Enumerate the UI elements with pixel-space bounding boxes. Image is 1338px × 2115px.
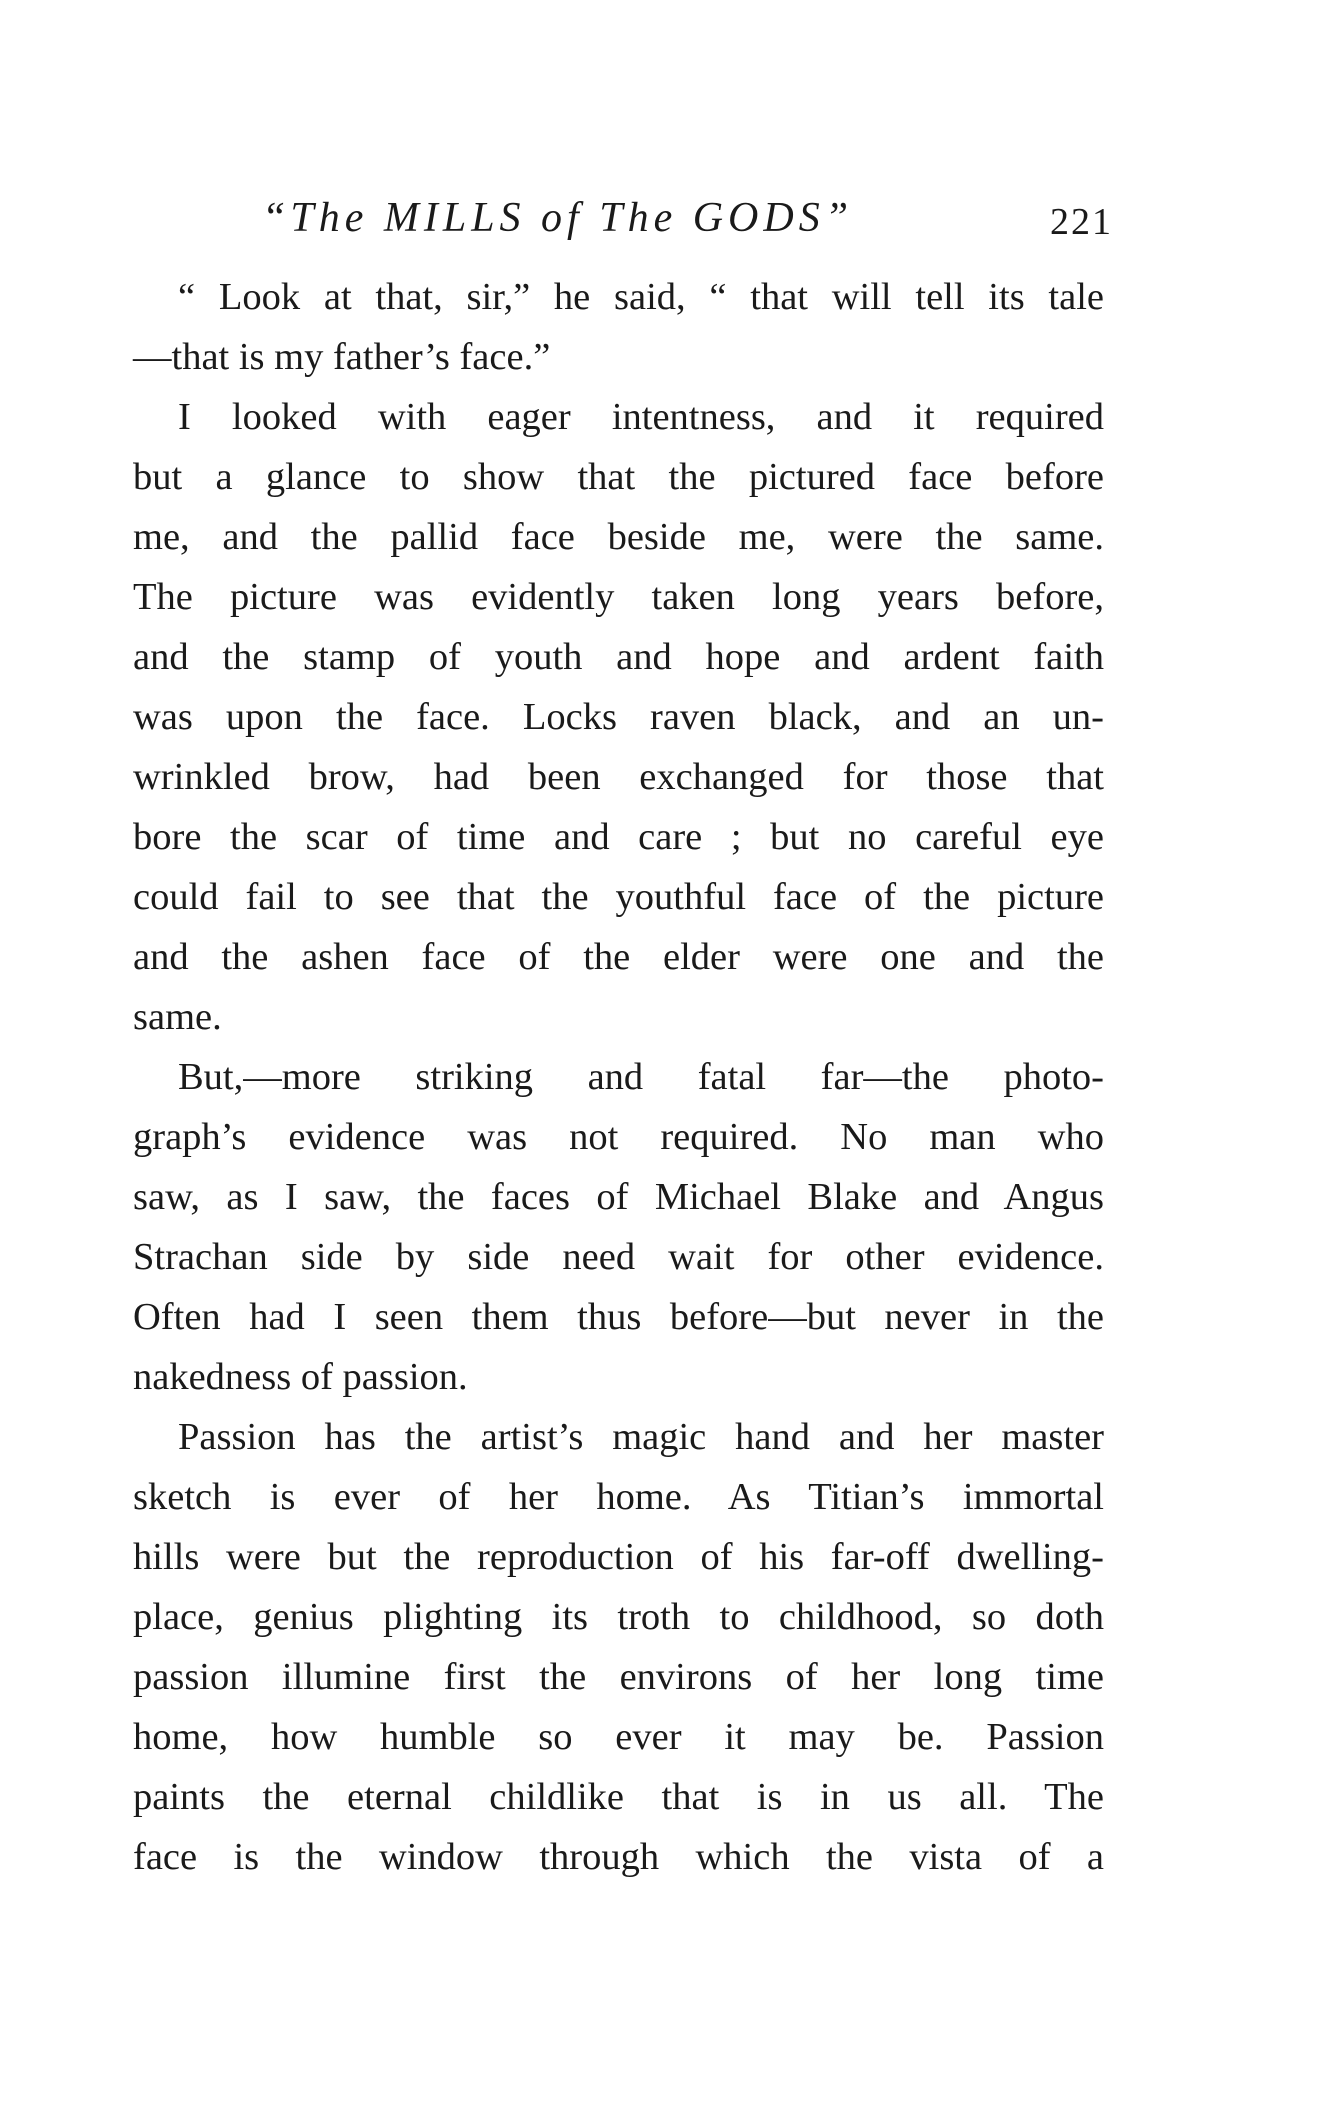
text-line: me, and the pallid face beside me, were the same.: [133, 516, 1104, 558]
text-line: The picture was evidently taken long years before,: [133, 576, 1104, 618]
text-line: “ Look at that, sir,” he said, “ that will tell its tale: [178, 276, 1104, 318]
text-line: sketch is ever of her home. As Titian’s immortal: [133, 1476, 1104, 1518]
text-line: could fail to see that the youthful face of the picture: [133, 876, 1104, 918]
text-line: same.: [133, 996, 222, 1038]
text-line: wrinkled brow, had been exchanged for those that: [133, 756, 1104, 798]
text-line: graph’s evidence was not required. No man who: [133, 1116, 1104, 1158]
page-number: 221: [1050, 201, 1113, 243]
text-line: paints the eternal childlike that is in us all. The: [133, 1776, 1104, 1818]
text-line: face is the window through which the vista of a: [133, 1836, 1104, 1878]
text-line: and the stamp of youth and hope and ardent faith: [133, 636, 1104, 678]
text-line: hills were but the reproduction of his far-off dwelling-: [133, 1536, 1104, 1578]
text-line: but a glance to show that the pictured face before: [133, 456, 1104, 498]
text-line: and the ashen face of the elder were one and the: [133, 936, 1104, 978]
running-head: [0, 188, 1338, 248]
text-line: —that is my father’s face.”: [133, 336, 551, 378]
text-line: bore the scar of time and care ; but no careful eye: [133, 816, 1104, 858]
text-line: I looked with eager intentness, and it required: [178, 396, 1104, 438]
text-line: Strachan side by side need wait for other evidence.: [133, 1236, 1104, 1278]
text-line: But,—more striking and fatal far—the photo-: [178, 1056, 1104, 1098]
text-line: was upon the face. Locks raven black, and an un-: [133, 696, 1104, 738]
text-line: passion illumine first the environs of her long time: [133, 1656, 1104, 1698]
text-line: nakedness of passion.: [133, 1356, 468, 1398]
running-title: “The MILLS of The GODS”: [262, 195, 854, 241]
text-line: saw, as I saw, the faces of Michael Blake and Angus: [133, 1176, 1104, 1218]
text-line: place, genius plighting its troth to childhood, so doth: [133, 1596, 1104, 1638]
text-line: home, how humble so ever it may be. Passion: [133, 1716, 1104, 1758]
text-line: Often had I seen them thus before—but never in the: [133, 1296, 1104, 1338]
body-text: [133, 267, 1104, 1887]
text-line: Passion has the artist’s magic hand and her master: [178, 1416, 1104, 1458]
